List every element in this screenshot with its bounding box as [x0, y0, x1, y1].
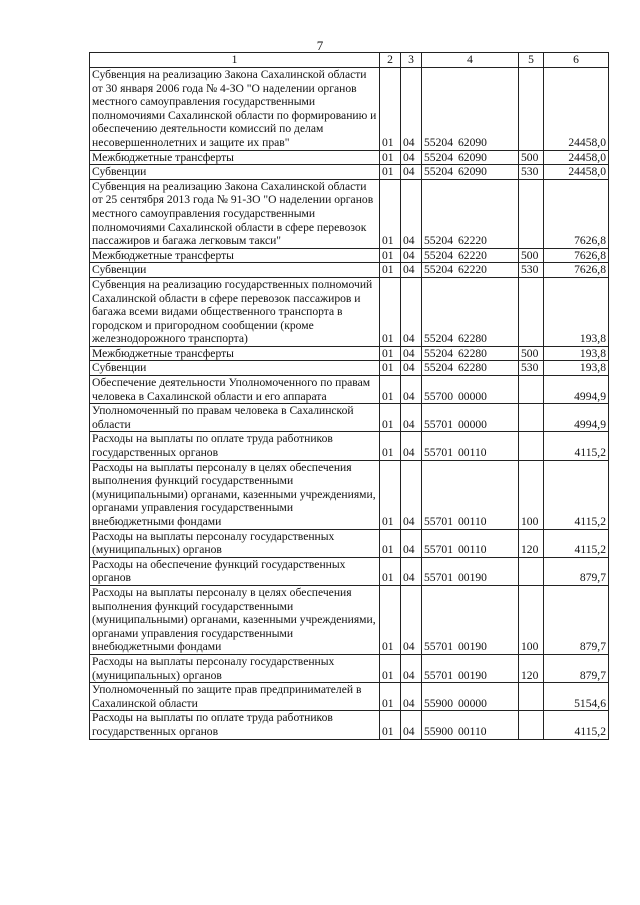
target-code-part-2: 00000: [457, 696, 487, 710]
row-expense-type: 530: [519, 165, 544, 180]
row-subsection-code: 04: [401, 585, 422, 654]
target-code-part-2: 00000: [457, 417, 487, 431]
row-expense-type: [519, 432, 544, 460]
row-expense-type: [519, 179, 544, 248]
row-amount: 4115,2: [544, 460, 609, 529]
row-target-code: [422, 277, 519, 346]
row-amount: 4994,9: [544, 404, 609, 432]
row-section-code: 01: [380, 248, 401, 263]
target-code-part-1: 55204: [424, 248, 453, 262]
row-amount: 193,8: [544, 277, 609, 346]
row-name: Межбюджетные трансферты: [90, 346, 380, 361]
row-target-code: [422, 263, 519, 278]
target-code-part-2: 00110: [457, 515, 487, 528]
target-code-part-1: 55204: [424, 263, 453, 277]
target-code-part-2: 62220: [457, 263, 487, 277]
row-target-code: [422, 68, 519, 151]
row-expense-type: 500: [519, 150, 544, 165]
row-expense-type: [519, 68, 544, 151]
row-section-code: 01: [380, 150, 401, 165]
target-code-part-2: 62220: [457, 234, 487, 248]
row-target-code: [422, 361, 519, 376]
table-row: [90, 683, 609, 711]
row-target-code: [422, 346, 519, 361]
target-code-part-2: 00190: [457, 571, 487, 585]
target-code-part-2: 62280: [457, 346, 487, 360]
row-amount: 4115,2: [544, 711, 609, 739]
row-amount: 4994,9: [544, 376, 609, 404]
row-subsection-code: 04: [401, 361, 422, 376]
table-row: [90, 179, 609, 248]
row-target-code: [422, 585, 519, 654]
row-section-code: 01: [380, 277, 401, 346]
row-section-code: 01: [380, 68, 401, 151]
row-expense-type: [519, 376, 544, 404]
row-section-code: 01: [380, 585, 401, 654]
row-expense-type: [519, 557, 544, 585]
row-name: Субвенции: [90, 263, 380, 278]
row-subsection-code: 04: [401, 346, 422, 361]
row-subsection-code: 04: [401, 529, 422, 557]
row-name: Субвенции: [90, 165, 380, 180]
table-row: [90, 150, 609, 165]
row-section-code: 01: [380, 376, 401, 404]
row-expense-type: 530: [519, 263, 544, 278]
table-row: [90, 263, 609, 278]
row-section-code: 01: [380, 529, 401, 557]
table-row: [90, 277, 609, 346]
row-name: Расходы на выплаты по оплате труда работников государственных органов: [90, 711, 380, 739]
row-name: Субвенции: [90, 361, 380, 376]
row-section-code: 01: [380, 165, 401, 180]
row-amount: 879,7: [544, 654, 609, 682]
row-name: Межбюджетные трансферты: [90, 248, 380, 263]
row-subsection-code: 04: [401, 179, 422, 248]
target-code-part-2: 00190: [457, 640, 487, 654]
row-expense-type: 500: [519, 248, 544, 263]
row-amount: 193,8: [544, 346, 609, 361]
target-code-part-1: 55204: [424, 346, 453, 360]
table-row: [90, 165, 609, 180]
row-name: Субвенция на реализацию Закона Сахалинской области от 25 сентября 2013 года № 91-ЗО "О наделении органов местного самоуправления государственными полномочиями Сахалинской области в сфере перевозок пассажиров и багажа легковым такси": [90, 179, 380, 248]
row-subsection-code: 04: [401, 263, 422, 278]
row-amount: 7626,8: [544, 179, 609, 248]
table-row: [90, 557, 609, 585]
row-expense-type: [519, 404, 544, 432]
row-name: Субвенция на реализацию Закона Сахалинской области от 30 января 2006 года № 4-ЗО "О наделении органов местного самоуправления государственными полномочиями Сахалинской области по формированию и обеспечению деятельности комиссий по делам несовершеннолетних и защите их прав": [90, 68, 380, 151]
row-target-code: [422, 557, 519, 585]
row-subsection-code: 04: [401, 460, 422, 529]
row-target-code: [422, 404, 519, 432]
target-code-part-1: 55701: [424, 640, 453, 654]
table-row: [90, 361, 609, 376]
target-code-part-1: 55701: [424, 668, 453, 682]
target-code-part-1: 55701: [424, 571, 453, 585]
row-amount: 879,7: [544, 557, 609, 585]
row-target-code: [422, 529, 519, 557]
row-section-code: 01: [380, 460, 401, 529]
target-code-part-1: 55701: [424, 543, 453, 557]
row-amount: 4115,2: [544, 432, 609, 460]
row-name: Расходы на выплаты персоналу в целях обеспечения выполнения функций государственными (муниципальными) органами, казенными учреждениями, органами управления государственными внебюджетными фондами: [90, 460, 380, 529]
table-row: [90, 654, 609, 682]
table-row: [90, 711, 609, 739]
row-name: Расходы на обеспечение функций государственных органов: [90, 557, 380, 585]
row-subsection-code: 04: [401, 654, 422, 682]
row-section-code: 01: [380, 683, 401, 711]
target-code-part-1: 55700: [424, 389, 453, 403]
row-name: Расходы на выплаты по оплате труда работников государственных органов: [90, 432, 380, 460]
row-expense-type: 500: [519, 346, 544, 361]
row-expense-type: [519, 683, 544, 711]
header-col-4: 4: [422, 53, 519, 68]
row-expense-type: 100: [519, 460, 544, 529]
row-amount: 24458,0: [544, 165, 609, 180]
row-subsection-code: 04: [401, 150, 422, 165]
row-section-code: 01: [380, 361, 401, 376]
row-subsection-code: 04: [401, 683, 422, 711]
target-code-part-2: 62220: [457, 248, 487, 262]
row-subsection-code: 04: [401, 248, 422, 263]
row-subsection-code: 04: [401, 432, 422, 460]
table-row: [90, 346, 609, 361]
table-row: [90, 404, 609, 432]
row-name: Межбюджетные трансферты: [90, 150, 380, 165]
row-amount: 4115,2: [544, 529, 609, 557]
target-code-part-2: 62090: [457, 165, 487, 179]
row-name: Обеспечение деятельности Уполномоченного по правам человека в Сахалинской области и его аппарата: [90, 376, 380, 404]
target-code-part-1: 55204: [424, 332, 453, 346]
target-code-part-1: 55204: [424, 135, 453, 149]
row-section-code: 01: [380, 404, 401, 432]
target-code-part-2: 00110: [457, 724, 487, 738]
row-section-code: 01: [380, 263, 401, 278]
row-expense-type: 100: [519, 585, 544, 654]
row-name: Расходы на выплаты персоналу государственных (муниципальных) органов: [90, 529, 380, 557]
row-subsection-code: 04: [401, 277, 422, 346]
row-target-code: [422, 460, 519, 529]
target-code-part-2: 62090: [457, 135, 487, 149]
target-code-part-2: 62280: [457, 332, 487, 346]
row-target-code: [422, 150, 519, 165]
row-section-code: 01: [380, 346, 401, 361]
row-amount: 193,8: [544, 361, 609, 376]
row-amount: 24458,0: [544, 68, 609, 151]
target-code-part-1: 55900: [424, 696, 453, 710]
table-row: [90, 529, 609, 557]
table-row: [90, 68, 609, 151]
row-section-code: 01: [380, 557, 401, 585]
row-subsection-code: 04: [401, 711, 422, 739]
header-col-3: 3: [401, 53, 422, 68]
target-code-part-1: 55204: [424, 361, 453, 375]
header-col-5: 5: [519, 53, 544, 68]
row-amount: 7626,8: [544, 263, 609, 278]
target-code-part-1: 55701: [424, 417, 453, 431]
header-col-2: 2: [380, 53, 401, 68]
target-code-part-2: 62280: [457, 361, 487, 375]
row-target-code: [422, 683, 519, 711]
row-target-code: [422, 432, 519, 460]
row-name: Расходы на выплаты персоналу в целях обеспечения выполнения функций государственными (муниципальными) органами, казенными учреждениями, органами управления государственными внебюджетными фондами: [90, 585, 380, 654]
row-section-code: 01: [380, 179, 401, 248]
row-expense-type: [519, 711, 544, 739]
row-amount: 7626,8: [544, 248, 609, 263]
target-code-part-2: 00190: [457, 668, 487, 682]
row-target-code: [422, 376, 519, 404]
table-row: [90, 585, 609, 654]
row-expense-type: 120: [519, 529, 544, 557]
row-target-code: [422, 711, 519, 739]
target-code-part-1: 55701: [424, 446, 453, 460]
target-code-part-1: 55204: [424, 234, 453, 248]
row-expense-type: 120: [519, 654, 544, 682]
target-code-part-2: 00110: [457, 446, 487, 460]
row-target-code: [422, 248, 519, 263]
row-expense-type: 530: [519, 361, 544, 376]
table-row: [90, 376, 609, 404]
row-subsection-code: 04: [401, 68, 422, 151]
table-row: [90, 432, 609, 460]
row-amount: 24458,0: [544, 150, 609, 165]
target-code-part-2: 00000: [457, 389, 487, 403]
row-target-code: [422, 179, 519, 248]
row-section-code: 01: [380, 432, 401, 460]
target-code-part-1: 55701: [424, 515, 453, 528]
row-name: Расходы на выплаты персоналу государственных (муниципальных) органов: [90, 654, 380, 682]
header-col-6: 6: [544, 53, 609, 68]
row-expense-type: [519, 277, 544, 346]
table-row: [90, 248, 609, 263]
row-target-code: [422, 165, 519, 180]
page-number: 7: [316, 38, 324, 53]
row-section-code: 01: [380, 654, 401, 682]
row-amount: 5154,6: [544, 683, 609, 711]
target-code-part-1: 55204: [424, 165, 453, 179]
target-code-part-1: 55204: [424, 150, 453, 164]
budget-table: [89, 52, 609, 740]
row-name: Уполномоченный по защите прав предпринимателей в Сахалинской области: [90, 683, 380, 711]
target-code-part-2: 00110: [457, 543, 487, 557]
header-row: [90, 53, 609, 68]
row-subsection-code: 04: [401, 376, 422, 404]
row-subsection-code: 04: [401, 404, 422, 432]
target-code-part-2: 62090: [457, 150, 487, 164]
table-row: [90, 460, 609, 529]
row-section-code: 01: [380, 711, 401, 739]
row-amount: 879,7: [544, 585, 609, 654]
row-target-code: [422, 654, 519, 682]
header-col-1: 1: [90, 53, 380, 68]
target-code-part-1: 55900: [424, 724, 453, 738]
row-name: Субвенция на реализацию государственных полномочий Сахалинской области в сфере перевозок пассажиров и багажа всеми видами общественного транспорта в городском и пригородном сообщении (кроме железнодорожного транспорта): [90, 277, 380, 346]
row-subsection-code: 04: [401, 165, 422, 180]
row-subsection-code: 04: [401, 557, 422, 585]
row-name: Уполномоченный по правам человека в Сахалинской области: [90, 404, 380, 432]
